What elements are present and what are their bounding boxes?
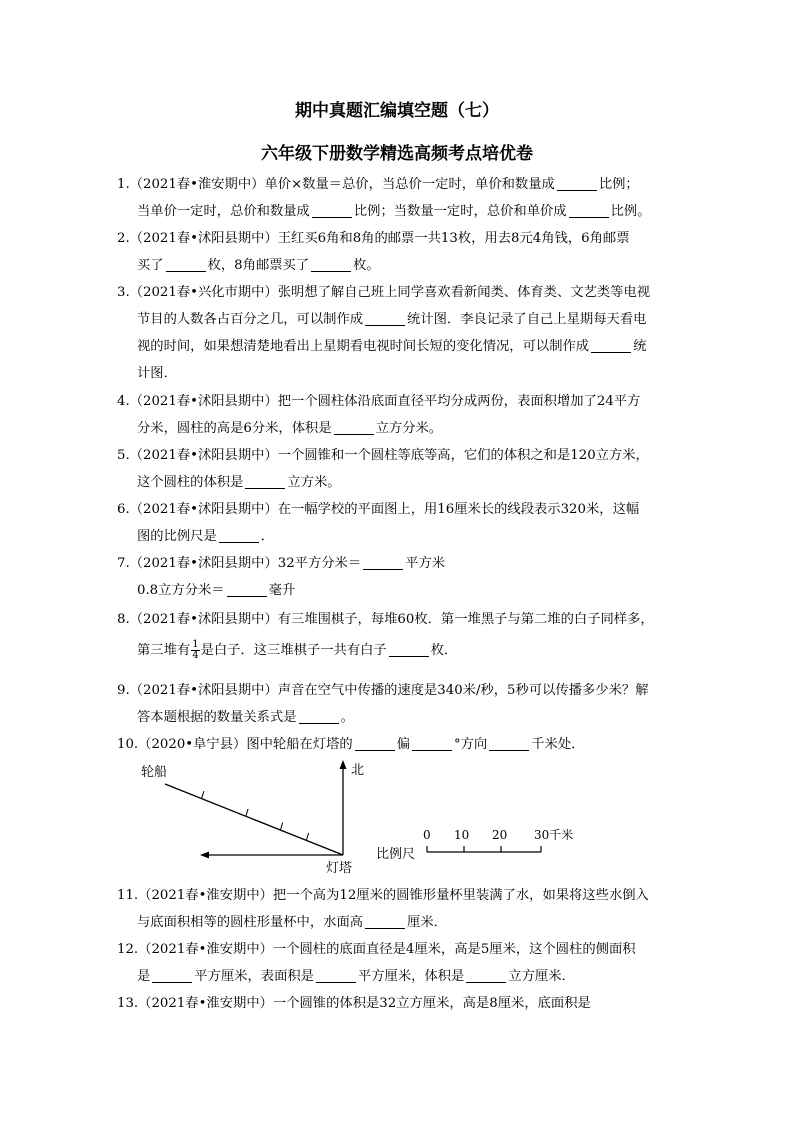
answer-blank[interactable] — [219, 528, 259, 543]
answer-blank[interactable] — [316, 968, 356, 983]
question-4: 4.（2021春•沭阳县期中）把一个圆柱体沿底面直径平均分成两份，表面积增加了24平方 分米，圆柱的高是6分米，体积是 立方分米。 — [117, 394, 641, 436]
distance-tick — [246, 809, 248, 816]
answer-blank[interactable] — [569, 203, 609, 218]
answer-blank[interactable] — [466, 968, 506, 983]
lighthouse-label: 灯塔 — [326, 861, 353, 876]
page-subtitle: 六年级下册数学精选高频考点培优卷 — [261, 144, 533, 164]
answer-blank[interactable] — [311, 257, 351, 272]
scale-label: 比例尺 — [376, 847, 416, 862]
ship-label: 轮船 — [141, 765, 168, 780]
answer-blank[interactable] — [152, 968, 192, 983]
lighthouse-diagram — [141, 758, 610, 876]
north-arrow-head — [340, 760, 347, 769]
answer-blank[interactable] — [591, 338, 631, 353]
answer-blank[interactable] — [245, 474, 285, 489]
question-5: 5.（2021春•沭阳县期中）一个圆锥和一个圆柱等底等高，它们的体积之和是120立方米， 这个圆柱的体积是 立方米。 — [117, 448, 649, 490]
answer-blank[interactable] — [557, 176, 597, 191]
answer-blank[interactable] — [489, 736, 529, 751]
question-11: 11.（2021春•淮安期中）把一个高为12厘米的圆锥形量杯里装满了水，如果将这些水倒入 与底面积相等的圆柱形量杯中，水面高 厘米． — [117, 888, 649, 930]
scale-tick-label: 20 — [492, 828, 508, 842]
ship-bearing-line — [165, 784, 343, 855]
answer-blank[interactable] — [355, 736, 395, 751]
question-8: 8.（2021春•沭阳县期中）有三堆围棋子，每堆60枚．第一堆黑子与第二堆的白子同样多， 第三堆有 $\frac{1}{4}$ 是白子．这三堆棋子一共有白子 枚． — [117, 612, 654, 661]
scale-tick-label: 0 — [423, 828, 431, 842]
question-9: 9.（2021春•沭阳县期中）声音在空气中传播的速度是340米/秒，5秒可以传播多少米？解 答本题根据的数量关系式是 。 — [117, 683, 649, 725]
answer-blank[interactable] — [365, 914, 405, 929]
question-13: 13.（2021春•淮安期中）一个圆锥的体积是32立方厘米，高是8厘米，底面积是 — [117, 996, 591, 1011]
question-12: 12.（2021春•淮安期中）一个圆柱的底面直径是4厘米，高是5厘米，这个圆柱的侧面积 是 平方厘米，表面积是 平方厘米，体积是 立方厘米． — [117, 942, 636, 984]
question-6: 6.（2021春•沭阳县期中）在一幅学校的平面图上，用16厘米长的线段表示320米，这幅 图的比例尺是 ． — [117, 502, 640, 544]
fraction: $\frac{1}{4}$ — [192, 639, 199, 661]
answer-blank[interactable] — [363, 555, 403, 570]
answer-blank[interactable] — [365, 311, 405, 326]
answer-blank[interactable] — [412, 736, 452, 751]
distance-tick — [280, 823, 282, 830]
answer-blank[interactable] — [166, 257, 206, 272]
scale-tick-label: 30千米 — [534, 828, 574, 842]
answer-blank[interactable] — [227, 582, 267, 597]
answer-blank[interactable] — [299, 709, 339, 724]
west-arrow-head — [200, 852, 209, 859]
question-7: 7.（2021春•沭阳县期中）32平方分米＝ 平方米 0.8立方分米＝ 毫升 — [117, 556, 446, 598]
distance-tick — [202, 791, 204, 798]
page-title: 期中真题汇编填空题（七） — [295, 101, 499, 121]
north-label: 北 — [351, 763, 365, 778]
question-3: 3.（2021春•兴化市期中）张明想了解自己班上同学喜欢看新闻类、体育类、文艺类等电视 节目的人数各占百分之几，可以制作成 统计图．李良记录了自己上星期每天看电 视的时间，如果想清楚地看出上星期看电视时间长短的变化情况，可以制作成 统 计图． — [117, 285, 651, 381]
question-10: 10.（2020•阜宁县）图中轮船在灯塔的 偏 °方向 千米处． — [117, 737, 585, 752]
answer-blank[interactable] — [312, 203, 352, 218]
answer-blank[interactable] — [334, 420, 374, 435]
distance-tick — [306, 833, 308, 840]
question-1: 1.（2021春•淮安期中）单价×数量＝总价，当总价一定时，单价和数量成 比例； 当单价一定时，总价和数量成 比例；当数量一定时，总价和单价成 比例。 — [117, 177, 651, 219]
answer-blank[interactable] — [389, 642, 429, 657]
question-2: 2.（2021春•沭阳县期中）王红买6角和8角的邮票一共13枚，用去8元4角钱，6角邮票 买了 枚，8角邮票买了 枚。 — [117, 231, 630, 273]
scale-tick-label: 10 — [454, 828, 470, 842]
